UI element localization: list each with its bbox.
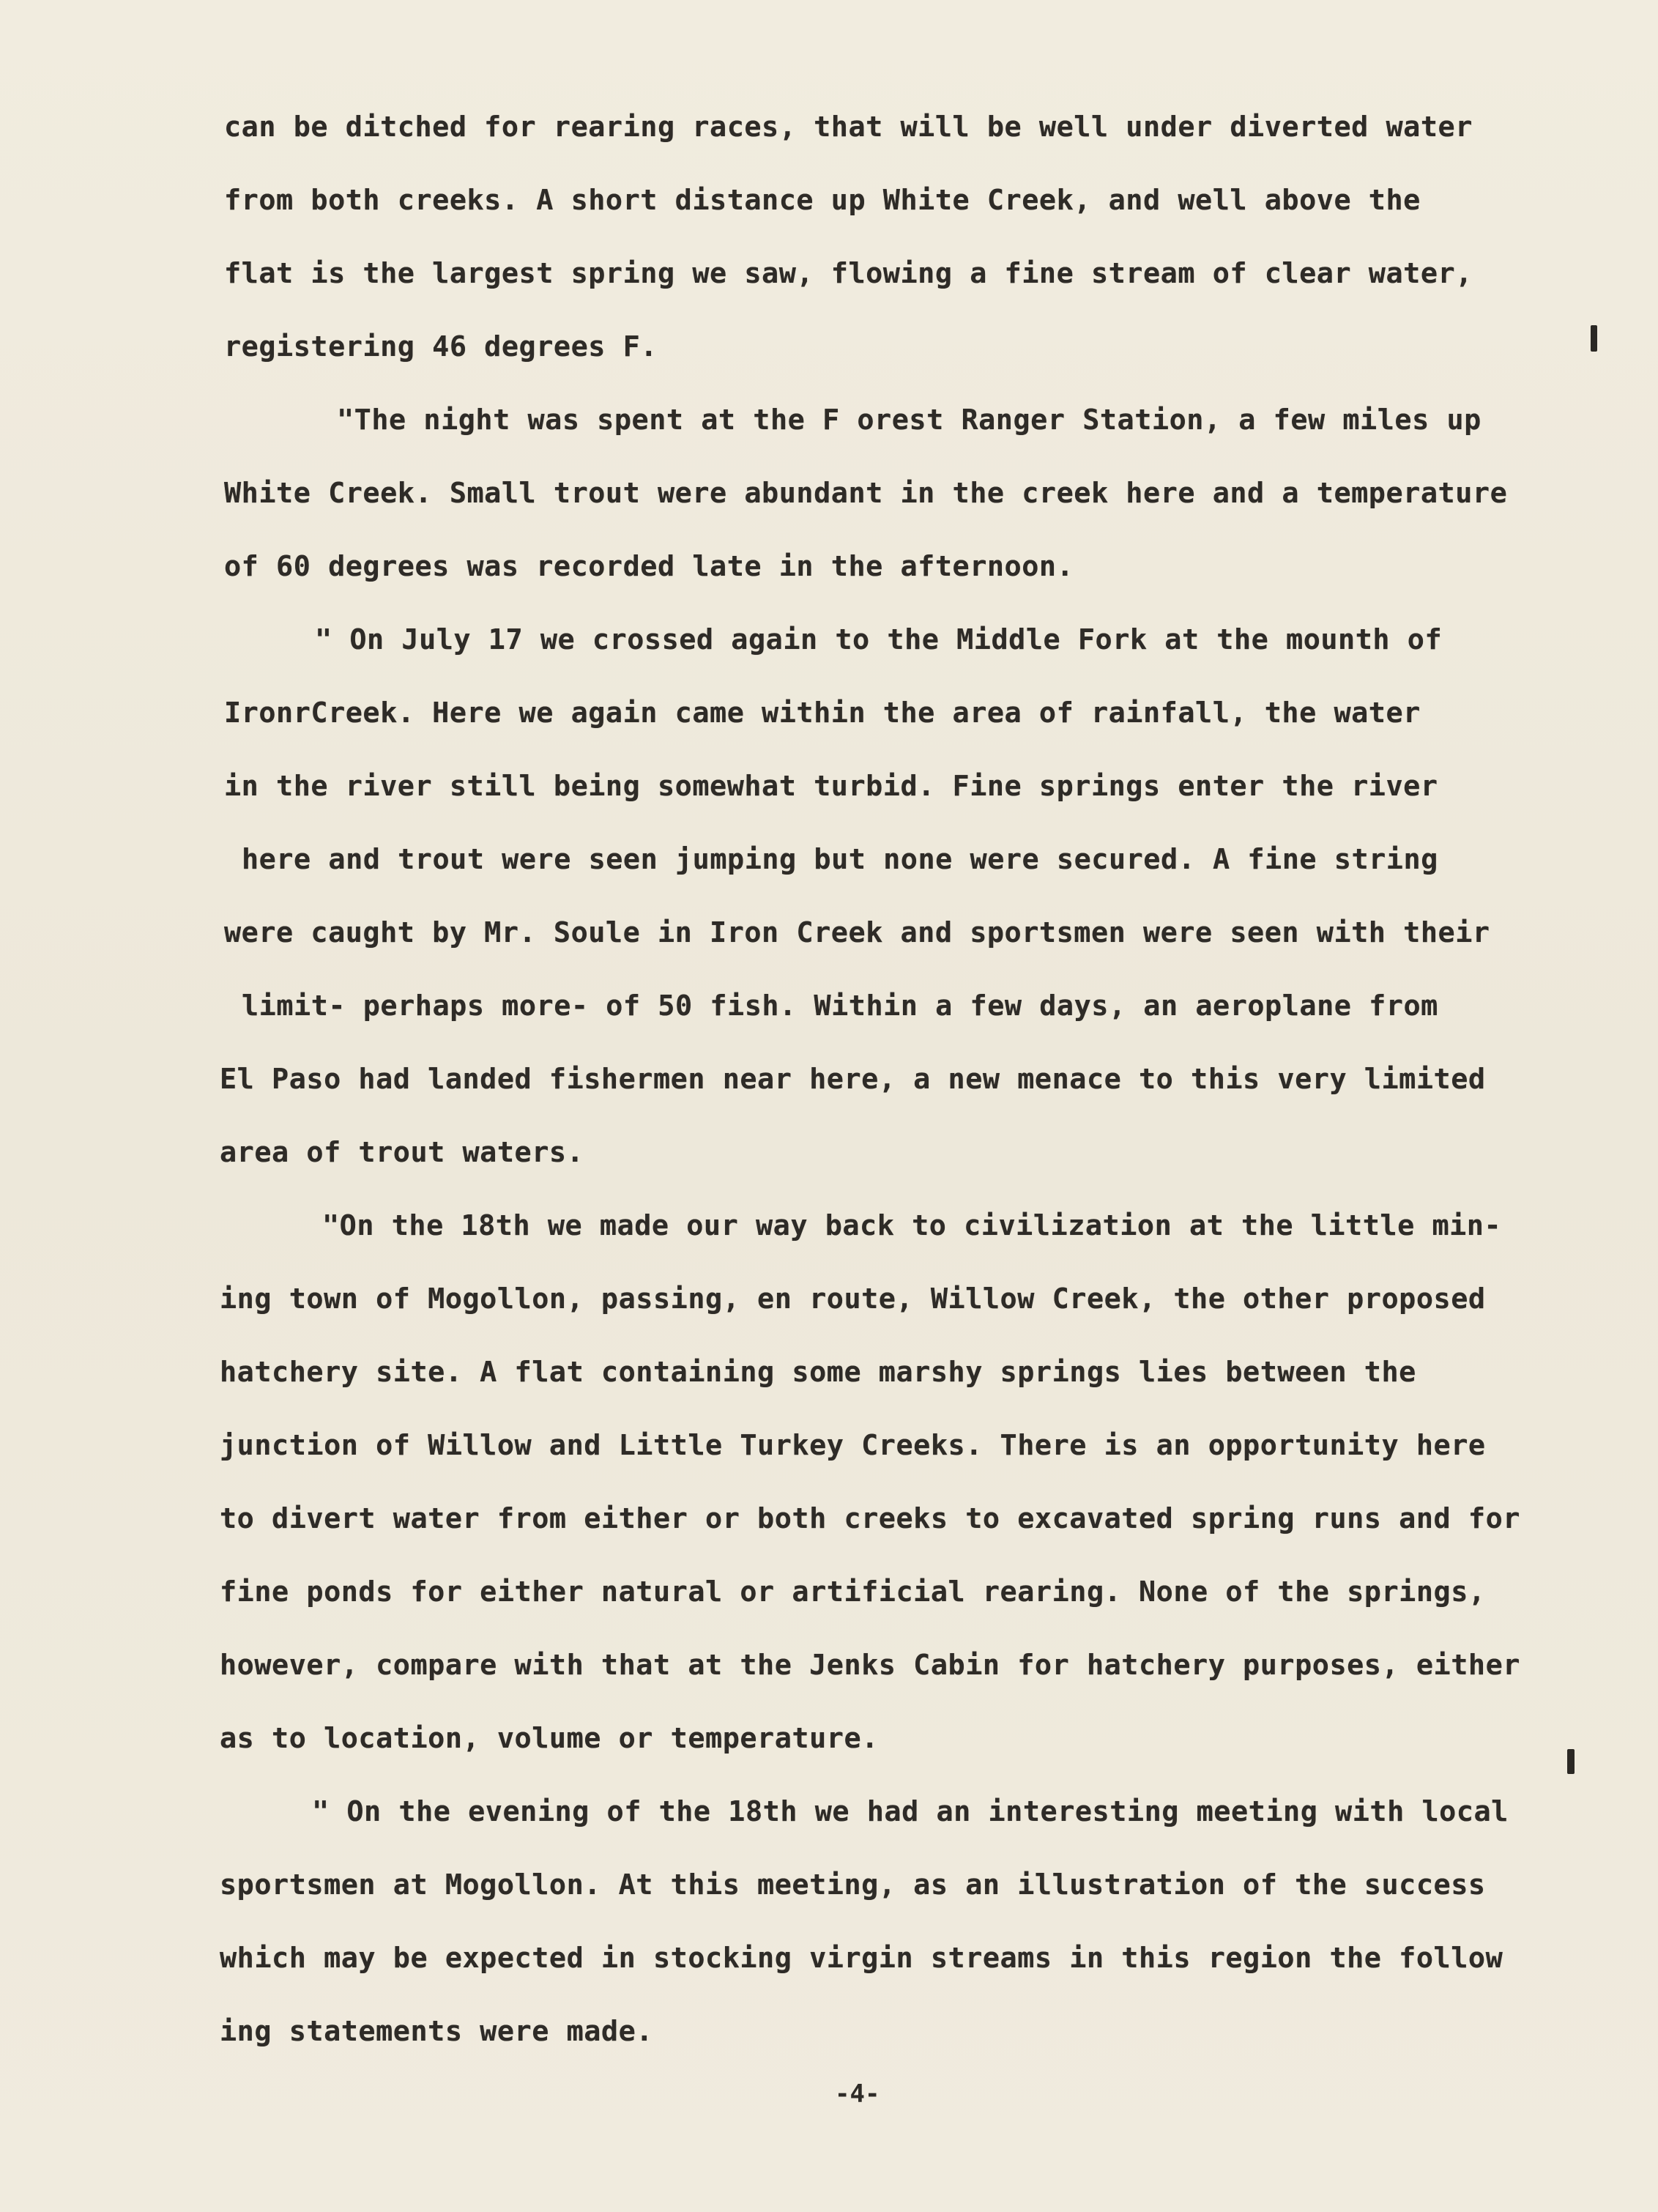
text-line-23: as to location, volume or temperature. [220, 1722, 879, 1755]
text-line-11: here and trout were seen jumping but none were secured. A fine string [242, 843, 1438, 876]
text-line-9: IronrCreek. Here we again came within the area of rainfall, the water [224, 697, 1421, 730]
text-line-6: White Creek. Small trout were abundant in the creek here and a temperature [224, 477, 1508, 510]
text-line-12: were caught by Mr. Soule in Iron Creek and sportsmen were seen with their [224, 916, 1490, 949]
text-line-5: "The night was spent at the F orest Ranger Station, a few miles up [337, 404, 1482, 437]
text-line-21: fine ponds for either natural or artificial rearing. None of the springs, [220, 1576, 1486, 1608]
text-line-19: junction of Willow and Little Turkey Creeks. There is an opportunity here [220, 1429, 1486, 1462]
margin-mark-bottom [1567, 1749, 1575, 1774]
page-number: -4- [835, 2079, 880, 2109]
text-line-22: however, compare with that at the Jenks Cabin for hatchery purposes, either [220, 1649, 1520, 1682]
text-line-27: ing statements were made. [220, 2015, 653, 2048]
text-line-10: in the river still being somewhat turbid. Fine springs enter the river [224, 770, 1438, 803]
text-line-25: sportsmen at Mogollon. At this meeting, as an illustration of the success [220, 1868, 1486, 1901]
text-line-2: from both creeks. A short distance up White Creek, and well above the [224, 184, 1421, 217]
text-line-17: ing town of Mogollon, passing, en route, Willow Creek, the other proposed [220, 1283, 1486, 1315]
text-line-8: " On July 17 we crossed again to the Middle Fork at the mounth of [315, 623, 1443, 656]
text-line-16: "On the 18th we made our way back to civilization at the little min- [322, 1209, 1502, 1242]
text-line-1: can be ditched for rearing races, that will be well under diverted water [224, 111, 1473, 144]
text-line-24: " On the evening of the 18th we had an interesting meeting with local [312, 1795, 1509, 1828]
text-line-13: limit- perhaps more- of 50 fish. Within a few days, an aeroplane from [242, 990, 1438, 1023]
text-line-3: flat is the largest spring we saw, flowing a fine stream of clear water, [224, 257, 1473, 290]
text-line-4: registering 46 degrees F. [224, 330, 658, 363]
text-line-15: area of trout waters. [220, 1136, 584, 1169]
text-line-18: hatchery site. A flat containing some marshy springs lies between the [220, 1356, 1416, 1389]
text-line-26: which may be expected in stocking virgin streams in this region the follow [220, 1942, 1503, 1975]
margin-mark-top [1591, 325, 1597, 352]
text-line-14: El Paso had landed fishermen near here, a new menace to this very limited [220, 1063, 1486, 1096]
text-line-7: of 60 degrees was recorded late in the afternoon. [224, 550, 1074, 583]
text-line-20: to divert water from either or both creeks to excavated spring runs and for [220, 1502, 1520, 1535]
